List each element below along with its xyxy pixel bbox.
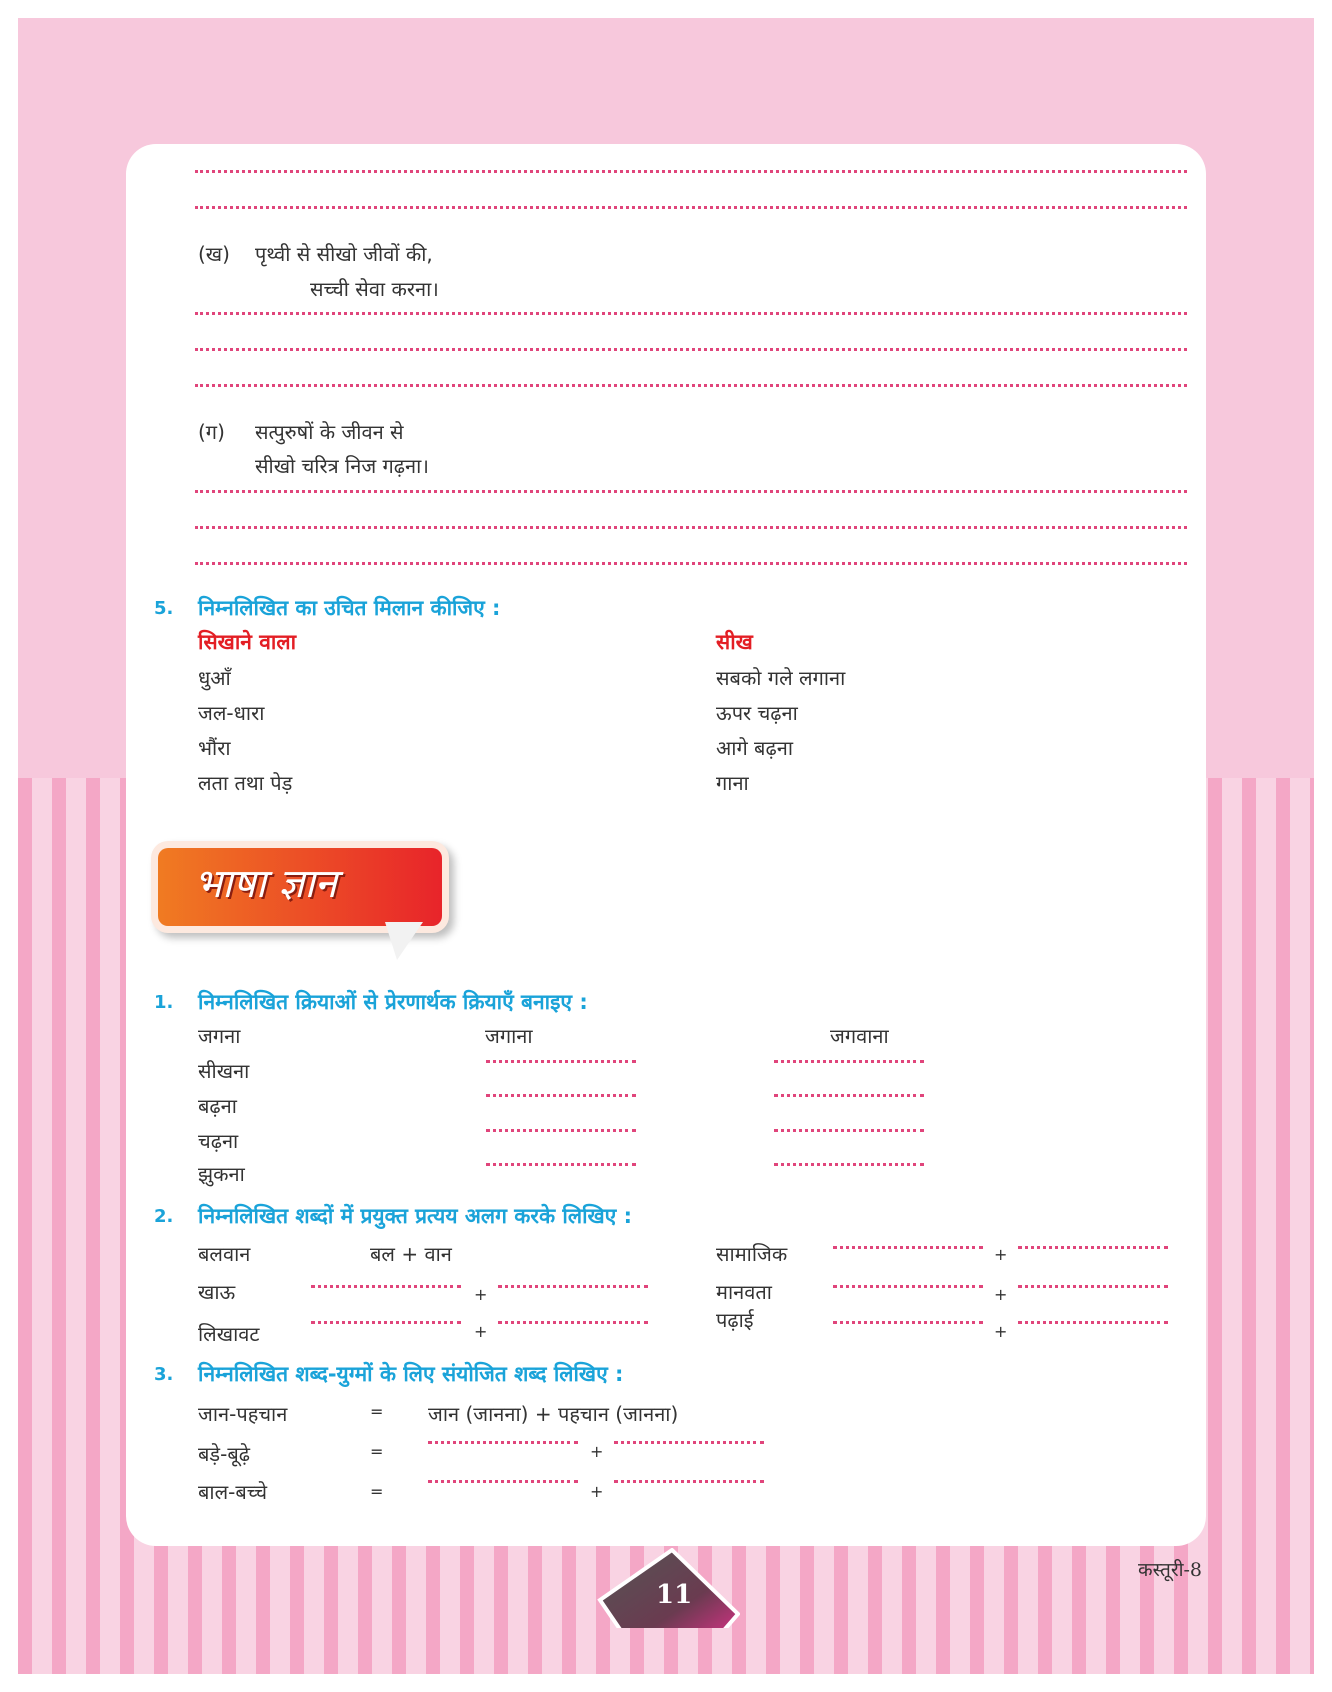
plus-sign: + — [590, 1442, 604, 1461]
question-number: 5. — [154, 598, 174, 619]
plus-sign: + — [994, 1245, 1008, 1264]
suffix-word: मानवता — [716, 1280, 772, 1304]
answer-blank[interactable] — [428, 1441, 578, 1444]
plus-sign: + — [474, 1322, 488, 1341]
answer-line[interactable] — [195, 348, 1187, 351]
question-title: निम्नलिखित शब्दों में प्रयुक्त प्रत्यय अलग करके लिखिए : — [198, 1204, 633, 1228]
answer-blank[interactable] — [1018, 1246, 1168, 1249]
page-number: 11 — [656, 1580, 693, 1610]
answer-line[interactable] — [195, 206, 1187, 209]
answer-line[interactable] — [195, 384, 1187, 387]
answer-blank[interactable] — [774, 1129, 924, 1132]
match-right-item: ऊपर चढ़ना — [716, 701, 798, 725]
answer-blank[interactable] — [486, 1060, 636, 1063]
plus-sign: + — [590, 1482, 604, 1501]
banner-pointer — [385, 922, 423, 960]
answer-blank[interactable] — [833, 1321, 983, 1324]
verb-base: बढ़ना — [198, 1094, 237, 1118]
answer-blank[interactable] — [486, 1129, 636, 1132]
match-left-item: भौंरा — [198, 736, 231, 760]
answer-blank[interactable] — [486, 1163, 636, 1166]
suffix-word: बलवान — [198, 1242, 251, 1266]
answer-line[interactable] — [195, 526, 1187, 529]
equals-sign: = — [370, 1442, 384, 1461]
answer-line[interactable] — [195, 312, 1187, 315]
answer-blank[interactable] — [774, 1094, 924, 1097]
banner-title: भाषा ज्ञान — [194, 861, 337, 907]
match-left-item: जल-धारा — [198, 701, 265, 725]
equals-sign: = — [370, 1482, 384, 1501]
suffix-example-answer: बल + वान — [370, 1242, 452, 1266]
answer-blank[interactable] — [1018, 1285, 1168, 1288]
question-number: 3. — [154, 1364, 174, 1385]
suffix-word: सामाजिक — [716, 1242, 788, 1266]
answer-blank[interactable] — [833, 1285, 983, 1288]
word-pair: जान-पहचान — [198, 1402, 288, 1426]
answer-line[interactable] — [195, 490, 1187, 493]
suffix-word: पढ़ाई — [716, 1308, 754, 1332]
verb-base: चढ़ना — [198, 1129, 239, 1153]
answer-blank[interactable] — [774, 1060, 924, 1063]
verb-second-causative: जगवाना — [830, 1024, 889, 1048]
plus-sign: + — [474, 1285, 488, 1304]
equals-sign: = — [370, 1402, 384, 1421]
match-right-item: आगे बढ़ना — [716, 736, 794, 760]
poem-line: पृथ्वी से सीखो जीवों की, — [255, 242, 433, 266]
column-header-right: सीख — [716, 630, 753, 654]
content-card — [126, 144, 1206, 1546]
answer-blank[interactable] — [614, 1480, 764, 1483]
answer-blank[interactable] — [311, 1285, 461, 1288]
question-title: निम्नलिखित शब्द-युग्मों के लिए संयोजित शब्द लिखिए : — [198, 1362, 624, 1386]
item-label-ga: (ग) — [198, 420, 225, 444]
answer-blank[interactable] — [498, 1321, 648, 1324]
question-title: निम्नलिखित का उचित मिलान कीजिए : — [198, 596, 501, 620]
answer-blank[interactable] — [428, 1480, 578, 1483]
book-title: कस्तूरी-8 — [1138, 1559, 1203, 1581]
answer-blank[interactable] — [774, 1163, 924, 1166]
verb-base: जगना — [198, 1024, 241, 1048]
match-right-item: गाना — [716, 771, 749, 795]
answer-blank[interactable] — [1018, 1321, 1168, 1324]
answer-line[interactable] — [195, 562, 1187, 565]
poem-line: सत्पुरुषों के जीवन से — [255, 420, 404, 444]
question-number: 2. — [154, 1206, 174, 1227]
section-banner — [158, 848, 442, 926]
match-left-item: धुआँ — [198, 666, 231, 690]
answer-blank[interactable] — [614, 1441, 764, 1444]
item-label-kha: (ख) — [198, 242, 230, 266]
column-header-left: सिखाने वाला — [198, 630, 297, 654]
answer-blank[interactable] — [486, 1094, 636, 1097]
suffix-word: लिखावट — [198, 1322, 260, 1346]
suffix-word: खाऊ — [198, 1280, 236, 1304]
match-left-item: लता तथा पेड़ — [198, 771, 293, 795]
question-number: 1. — [154, 992, 174, 1013]
verb-base: सीखना — [198, 1059, 250, 1083]
poem-line: सीखो चरित्र निज गढ़ना। — [255, 454, 429, 478]
plus-sign: + — [994, 1285, 1008, 1304]
answer-blank[interactable] — [311, 1321, 461, 1324]
question-title: निम्नलिखित क्रियाओं से प्रेरणार्थक क्रियाएँ बनाइए : — [198, 990, 588, 1014]
match-right-item: सबको गले लगाना — [716, 666, 846, 690]
poem-line: सच्ची सेवा करना। — [310, 277, 439, 301]
verb-first-causative: जगाना — [485, 1024, 533, 1048]
word-pair: बड़े-बूढ़े — [198, 1442, 251, 1466]
answer-blank[interactable] — [498, 1285, 648, 1288]
example-answer: जान (जानना) + पहचान (जानना) — [428, 1402, 679, 1426]
word-pair: बाल-बच्चे — [198, 1480, 268, 1504]
answer-blank[interactable] — [833, 1246, 983, 1249]
answer-line[interactable] — [195, 170, 1187, 173]
plus-sign: + — [994, 1322, 1008, 1341]
verb-base: झुकना — [198, 1162, 245, 1186]
